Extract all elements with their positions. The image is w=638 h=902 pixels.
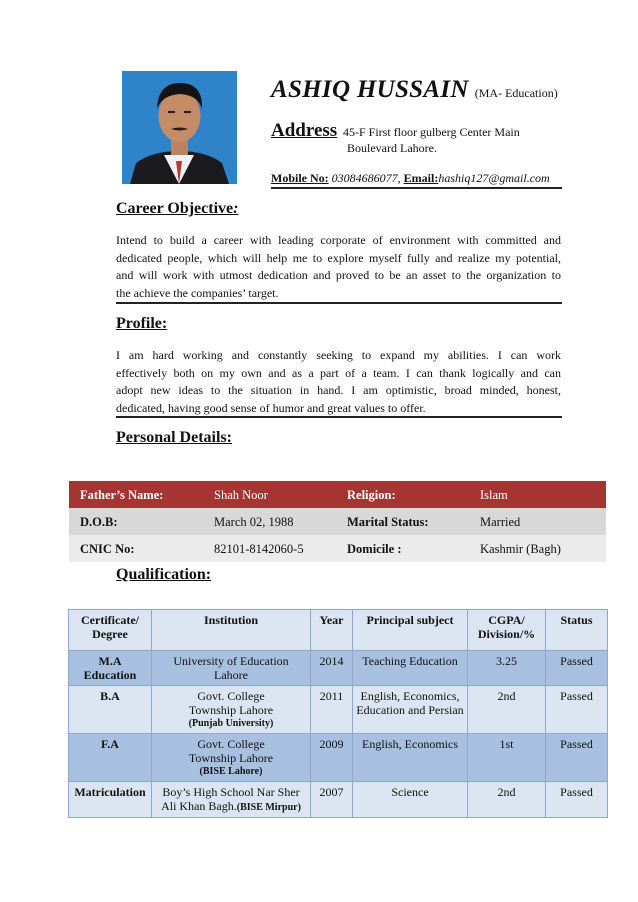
column-header: CGPA/ Division/% [468, 610, 546, 651]
profile-photo [122, 71, 237, 184]
profile-title: Profile: [116, 315, 168, 332]
address-line-1: 45-F First floor gulberg Center Main [343, 125, 520, 139]
table-row [69, 734, 608, 782]
email-value: hashiq127@gmail.com [438, 171, 550, 185]
cell-year: 2011 [311, 686, 353, 734]
cell-grade: 1st [468, 734, 546, 782]
personal-row: CNIC No: 82101-8142060-5 Domicile : Kashmir (Bagh) [69, 535, 606, 562]
profile-divider [116, 416, 562, 418]
cell-certificate: F.A [69, 734, 152, 782]
cell-certificate: Matriculation [69, 782, 152, 818]
personal-row: Father’s Name: Shah Noor Religion: Islam [69, 481, 606, 508]
address-label: Address [271, 120, 338, 141]
contact-line [271, 171, 550, 186]
career-divider [116, 302, 562, 304]
cell-subject: English, Economics, Education and Persian [353, 686, 468, 734]
cell-certificate: M.A Education [69, 651, 152, 686]
cell-institution: Govt. College Township Lahore (Punjab University) [152, 686, 311, 734]
cell-status: Passed [546, 686, 608, 734]
cell-year: 2009 [311, 734, 353, 782]
cell-status: Passed [546, 651, 608, 686]
table-row [69, 686, 608, 734]
column-header: Certificate/ Degree [69, 610, 152, 651]
cell-grade: 2nd [468, 686, 546, 734]
career-objective-text: Intend to build a career with leading corporate of environment with committed and dedicated people, which will help me to explore myself fully and realize my potential, and will work with utmost dedication and proved to be an asset to the organization to the achieve the companies’ target. [116, 233, 561, 300]
table-row [69, 651, 608, 686]
cell-status: Passed [546, 734, 608, 782]
cell-certificate: B.A [69, 686, 152, 734]
table-header-row [69, 610, 608, 651]
cell-grade: 2nd [468, 782, 546, 818]
cell-institution: Boy’s High School Nar Sher Ali Khan Bagh.(BISE Mirpur) [152, 782, 311, 818]
profile-text: I am hard working and constantly seeking to expand my abilities. I can work effectively both on my own and as a part of a team. I can thank logically and can adopt new ideas to the situation in hand. I am optimistic, broad minded, honest, dedicated, having good sense of humor and great values to offer. [116, 348, 561, 415]
column-header: Institution [152, 610, 311, 651]
table-row [69, 782, 608, 818]
cell-subject: English, Economics [353, 734, 468, 782]
qualification-table [68, 609, 608, 818]
mobile-value: 03084686077, [331, 171, 401, 185]
personal-details-title: Personal Details: [116, 429, 232, 446]
career-objective-title: Career Objective: [116, 200, 239, 217]
cell-year: 2007 [311, 782, 353, 818]
cell-institution: University of Education Lahore [152, 651, 311, 686]
cell-year: 2014 [311, 651, 353, 686]
column-header: Principal subject [353, 610, 468, 651]
header-divider [271, 187, 562, 189]
cell-institution: Govt. College Township Lahore (BISE Lahore) [152, 734, 311, 782]
column-header: Year [311, 610, 353, 651]
personal-row: D.O.B: March 02, 1988 Marital Status: Married [69, 508, 606, 535]
qualification-title: Qualification: [116, 566, 212, 583]
column-header: Status [546, 610, 608, 651]
mobile-label: Mobile No: [271, 171, 329, 185]
email-label: Email: [403, 171, 439, 185]
cell-grade: 3.25 [468, 651, 546, 686]
degree: (MA- Education) [474, 86, 558, 100]
cell-subject: Teaching Education [353, 651, 468, 686]
cell-status: Passed [546, 782, 608, 818]
address-line-2: Boulevard Lahore. [347, 141, 437, 155]
person-portrait-icon [122, 71, 237, 184]
candidate-name: ASHIQ HUSSAIN [271, 76, 469, 103]
name-line [271, 76, 558, 104]
cell-subject: Science [353, 782, 468, 818]
